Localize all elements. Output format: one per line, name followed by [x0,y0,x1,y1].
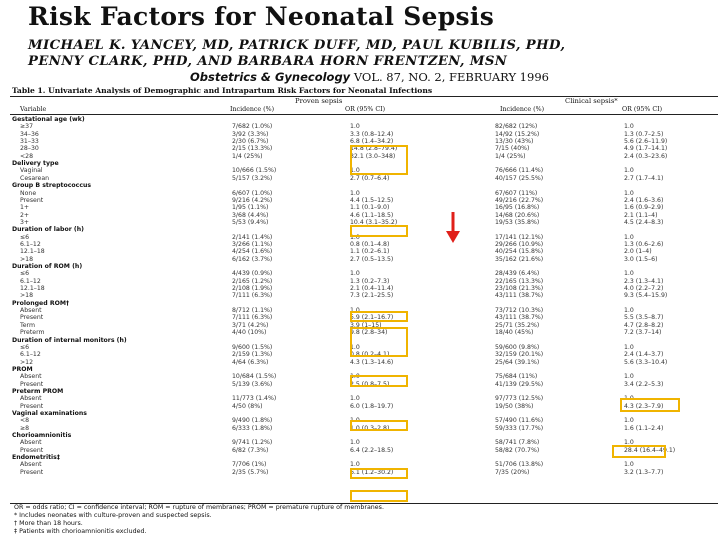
row-label: >18 [20,255,34,263]
row-label: Absent [20,373,42,381]
cell-or1: 1.0 [350,439,360,447]
cell-or2: 1.0 [624,395,634,403]
row-label: 6.1–12 [20,277,41,285]
row-label: Absent [20,307,42,315]
row-label: Prolonged ROM† [12,299,70,307]
table-row [10,197,718,204]
cell-inc2: 29/266 (10.9%) [495,240,544,248]
cell-inc1: 5/139 (3.6%) [232,380,273,388]
row-label: Absent [20,395,42,403]
cell-or1: 2.1 (0.4–11.4) [350,285,394,293]
cell-or2: 9.3 (5.4–15.9) [624,292,668,300]
cell-inc1: 1/4 (25%) [232,152,263,160]
cell-inc2: 23/108 (21.3%) [495,285,544,293]
cell-inc1: 6/82 (7.3%) [232,446,269,454]
table-section-header [10,432,718,439]
cell-or1: 32.1 (3.0–348) [350,152,396,160]
cell-or1: 1.3 (0.2–7.3) [350,277,390,285]
cell-inc1: 3/68 (4.4%) [232,211,269,219]
journal-citation [190,70,549,84]
row-label: Present [20,402,44,410]
table-row [10,241,718,248]
cell-or1: 4.3 (1.3–14.6) [350,358,394,366]
cell-inc1: 4/50 (8%) [232,402,263,410]
cell-inc2: 97/773 (12.5%) [495,395,544,403]
cell-inc2: 57/490 (11.6%) [495,417,544,425]
cell-or1: 1.0 [350,417,360,425]
cell-inc2: 73/712 (10.3%) [495,307,544,315]
cell-inc2: 7/35 (20%) [495,468,530,476]
cell-or2: 1.0 [624,343,634,351]
row-label: Delivery type [12,160,59,168]
cell-inc1: 2/30 (6.7%) [232,138,269,146]
cell-or1: 4.4 (1.5–12.5) [350,196,394,204]
row-label: 12.1–18 [20,285,45,293]
paper-title: Risk Factors for Neonatal Sepsis [28,2,495,31]
cell-or2: 5.6 (3.3–10.4) [624,358,668,366]
cell-inc2: 76/666 (11.4%) [495,167,544,175]
cell-or2: 3.0 (1.5–6) [624,255,658,263]
cell-inc1: 10/666 (1.5%) [232,167,277,175]
clinical-sepsis-header: Clinical sepsis* [565,97,618,105]
cell-inc2: 82/682 (12%) [495,123,538,131]
cell-inc1: 7/682 (1.0%) [232,123,273,131]
table-row [10,131,718,138]
highlight-box-gbs-2plus [350,225,408,237]
cell-inc1: 6/607 (1.0%) [232,189,273,197]
highlight-box-rom-over-18 [350,311,408,322]
highlight-box-vaginal-exam-clinical [612,445,666,458]
row-label: <28 [20,152,34,160]
table-row [10,292,718,299]
row-label: None [20,189,37,197]
cell-inc2: 59/600 (9.8%) [495,343,540,351]
cell-or1: 6.4 (2.2–18.5) [350,446,394,454]
cell-inc1: 4/40 (10%) [232,329,267,337]
table-row [10,359,718,366]
table-section-header [10,300,718,307]
cell-or1: 7.3 (2.1–25.5) [350,292,394,300]
cell-or1: 3.9 (1–15) [350,321,382,329]
cell-or1: 1.1 (0.2–6.1) [350,248,390,256]
cell-or1: 1.0 [350,167,360,175]
cell-or2: 28.4 (16.4–49.1) [624,446,676,454]
cell-inc2: 25/64 (39.1%) [495,358,540,366]
row-label: 12.1–18 [20,248,45,256]
cell-inc1: 11/773 (1.4%) [232,395,277,403]
cell-or2: 4.0 (2.2–7.2) [624,285,664,293]
cell-or1: 1.0 [350,123,360,131]
col-header-incidence-clinical: Incidence (%) [500,106,545,113]
row-label: PROM [12,365,33,373]
cell-or2: 1.0 [624,373,634,381]
cell-or1: 6.1 (1.2–30.2) [350,468,394,476]
cell-inc2: 13/30 (43%) [495,138,534,146]
cell-inc1: 7/111 (6.3%) [232,292,273,300]
row-label: >18 [20,292,34,300]
row-label: Cesarean [20,174,50,182]
row-label: 28–30 [20,145,39,153]
cell-inc2: 1/4 (25%) [495,152,526,160]
cell-inc1: 3/71 (4.2%) [232,321,269,329]
cell-inc1: 7/706 (1%) [232,461,267,469]
row-label: <8 [20,417,30,425]
cell-inc1: 8/712 (1.1%) [232,307,273,315]
cell-or2: 4.5 (2.4–8.3) [624,218,664,226]
cell-or2: 1.0 [624,417,634,425]
row-label: Duration of ROM (h) [12,263,83,270]
cell-inc2: 7/15 (40%) [495,145,530,153]
cell-inc1: 2/141 (1.4%) [232,233,273,241]
row-label: ≤6 [20,343,30,351]
highlight-box-prom-clinical [620,398,680,412]
table-row [10,248,718,255]
cell-or2: 1.6 (1.1–2.4) [624,424,664,432]
cell-or2: 3.4 (2.2–5.3) [624,380,664,388]
cell-or1: 1.0 [350,189,360,197]
cell-inc2: 59/333 (17.7%) [495,424,544,432]
row-label: Duration of internal monitors (h) [12,336,127,344]
row-label: 1+ [20,204,30,212]
row-label: Present [20,314,44,322]
cell-inc1: 9/216 (4.2%) [232,196,273,204]
cell-inc1: 2/108 (1.9%) [232,285,273,293]
table-section-header [10,263,718,270]
cell-inc1: 1/95 (1.1%) [232,204,269,212]
red-down-arrow-icon [445,212,461,244]
cell-or2: 5.5 (3.5–8.7) [624,314,664,322]
cell-or2: 1.0 [624,439,634,447]
footnote-endometritis: ‡ Patients with chorioamnionitis excluded. [14,528,147,535]
cell-or1: 14.8 (2.8–79.4) [350,145,398,153]
cell-or2: 4.3 (2.3–7.9) [624,402,664,410]
cell-or2: 3.2 (1.3–7.7) [624,468,664,476]
cell-or2: 1.6 (0.9–2.9) [624,204,664,212]
table-section-header [10,116,718,123]
cell-inc2: 28/439 (6.4%) [495,270,540,278]
cell-or2: 2.7 (1.7–4.1) [624,174,664,182]
row-label: ≤6 [20,270,30,278]
footnote-abbreviations: OR = odds ratio; CI = confidence interval; ROM = rupture of membranes; PROM = premature rupture of membranes. [14,504,384,511]
table-row [10,204,718,211]
cell-or2: 2.0 (1–4) [624,248,652,256]
journal-name: Obstetrics & Gynecology [190,70,351,84]
cell-or1: 5.9 (2.1–16.7) [350,314,394,322]
journal-issue: VOL. 87, NO. 2, FEBRUARY 1996 [353,70,549,84]
table-row [10,190,718,197]
cell-or2: 2.4 (1.6–3.6) [624,196,664,204]
cell-inc2: 17/141 (12.1%) [495,233,544,241]
cell-inc2: 40/157 (25.5%) [495,174,544,182]
cell-inc2: 58/82 (70.7%) [495,446,540,454]
cell-inc2: 43/111 (38.7%) [495,314,544,322]
author-line-2: PENNY CLARK, PHD, AND BARBARA HORN FRENTZEN, MSN [28,54,508,69]
cell-or1: 1.0 [350,373,360,381]
table-section-header [10,366,718,373]
footnote-prolonged: † More than 18 hours. [14,520,83,527]
row-label: Present [20,196,44,204]
cell-inc1: 2/35 (5.7%) [232,468,269,476]
table-row [10,285,718,292]
row-label: Term [20,321,35,329]
cell-or1: 2.7 (0.5–13.5) [350,255,394,263]
footnote-clinical: * Includes neonates with culture-proven and suspected sepsis. [14,512,212,519]
highlight-box-preterm-prom [350,420,408,431]
cell-or2: 1.0 [624,461,634,469]
cell-inc2: 19/50 (38%) [495,402,534,410]
row-label: Gestational age (wk) [12,116,85,123]
row-label: Preterm [20,329,45,337]
proven-sepsis-header: Proven sepsis [295,97,343,105]
cell-inc1: 3/266 (1.1%) [232,240,273,248]
row-label: 2+ [20,211,30,219]
cell-or2: 1.0 [624,189,634,197]
table-row [10,212,718,219]
cell-or1: 4.6 (1.1–18.5) [350,211,394,219]
cell-inc2: 51/706 (13.8%) [495,461,544,469]
cell-inc2: 14/68 (20.6%) [495,211,540,219]
cell-inc2: 19/53 (35.8%) [495,218,540,226]
cell-inc1: 3/92 (3.3%) [232,130,269,138]
cell-or2: 1.0 [624,123,634,131]
cell-inc1: 4/439 (0.9%) [232,270,273,278]
cell-or1: 1.0 [350,233,360,241]
cell-or2: 1.3 (0.7–2.5) [624,130,664,138]
cell-or1: 1.0 (0.3–2.8) [350,424,390,432]
row-label: Group B streptococcus [12,182,92,190]
cell-or1: 10.4 (3.1–35.2) [350,218,398,226]
cell-or1: 1.1 (0.1–9.0) [350,204,390,212]
row-label: Present [20,446,44,454]
cell-or2: 1.3 (0.6–2.6) [624,240,664,248]
table-row [10,175,718,182]
cell-or1: 1.0 [350,307,360,315]
row-label: 3+ [20,218,30,226]
col-header-or-clinical: OR (95% CI) [622,106,663,113]
cell-inc2: 25/71 (35.2%) [495,321,540,329]
cell-or1: 1.0 [350,461,360,469]
cell-or1: 2.7 (0.7–6.4) [350,174,390,182]
cell-or2: 5.6 (2.6–11.9) [624,138,668,146]
cell-inc2: 41/139 (29.5%) [495,380,544,388]
row-label: 34–36 [20,130,39,138]
table-row [10,395,718,402]
highlight-box-gestational-age [350,145,408,175]
row-label: 6.1–12 [20,351,41,359]
cell-inc2: 67/607 (11%) [495,189,538,197]
row-label: Endometritis‡ [12,454,60,462]
cell-or2: 2.4 (1.4–3.7) [624,351,664,359]
table-caption: Table 1. Univariate Analysis of Demographic and Intrapartum Risk Factors for Neonatal Infections [12,86,433,95]
cell-inc1: 4/254 (1.6%) [232,248,273,256]
cell-inc2: 32/159 (20.1%) [495,351,544,359]
table-row [10,256,718,263]
row-label: Present [20,380,44,388]
row-label: Preterm PROM [12,387,64,395]
table-header-rule [10,114,718,115]
row-label: Absent [20,461,42,469]
cell-inc1: 9/600 (1.5%) [232,343,273,351]
cell-or1: 9.8 (2.8–34) [350,329,388,337]
cell-or1: 0.8 (0.2–4.1) [350,351,390,359]
cell-inc1: 2/165 (1.2%) [232,277,273,285]
cell-or2: 1.0 [624,270,634,278]
cell-inc1: 6/162 (3.7%) [232,255,273,263]
cell-inc2: 40/254 (15.8%) [495,248,544,256]
cell-inc1: 7/111 (6.3%) [232,314,273,322]
cell-inc2: 16/95 (16.8%) [495,204,540,212]
cell-or2: 4.9 (1.7–14.1) [624,145,668,153]
cell-inc2: 58/741 (7.8%) [495,439,540,447]
highlight-box-monitors-over-12 [350,375,408,387]
table-section-header [10,182,718,189]
cell-or2: 4.7 (2.8–8.2) [624,321,664,329]
cell-inc2: 18/40 (45%) [495,329,534,337]
cell-inc1: 9/741 (1.2%) [232,439,273,447]
row-label: ≥8 [20,424,30,432]
cell-or2: 7.2 (3.7–14) [624,329,662,337]
cell-inc1: 6/333 (1.8%) [232,424,273,432]
cell-inc2: 22/165 (13.3%) [495,277,544,285]
cell-or2: 2.4 (0.3–23.6) [624,152,668,160]
row-label: Vaginal [20,167,43,175]
highlight-box-prolonged-rom [350,327,408,357]
table-section-header [10,388,718,395]
col-header-variable: Variable [20,106,47,113]
row-label: ≤6 [20,233,30,241]
cell-or2: 2.3 (1.3–4.1) [624,277,664,285]
cell-or2: 1.0 [624,307,634,315]
row-label: >12 [20,358,34,366]
cell-or1: 6.0 (1.8–19.7) [350,402,394,410]
row-label: Vaginal examinations [12,410,87,417]
cell-inc1: 4/64 (6.3%) [232,358,269,366]
cell-or1: 0.8 (0.1–4.8) [350,240,390,248]
cell-inc2: 49/216 (22.7%) [495,196,544,204]
row-label: Duration of labor (h) [12,226,84,234]
cell-or2: 2.1 (1.1–4) [624,211,658,219]
table-row [10,123,718,130]
cell-inc2: 43/111 (38.7%) [495,292,544,300]
cell-inc2: 35/162 (21.6%) [495,255,544,263]
cell-inc1: 2/15 (13.3%) [232,145,273,153]
cell-inc1: 5/53 (9.4%) [232,218,269,226]
cell-inc1: 5/157 (3.2%) [232,174,273,182]
author-list [28,38,565,70]
cell-or1: 1.0 [350,270,360,278]
cell-or1: 1.0 [350,343,360,351]
cell-or2: 1.0 [624,233,634,241]
cell-or1: 2.5 (0.8–7.5) [350,380,390,388]
cell-inc1: 9/490 (1.8%) [232,417,273,425]
cell-or1: 6.8 (1.4–34.2) [350,138,394,146]
row-label: Present [20,468,44,476]
row-label: Chorioamnionitis [12,432,72,440]
row-label: 31–33 [20,138,39,146]
cell-inc2: 75/684 (11%) [495,373,538,381]
cell-inc1: 2/159 (1.3%) [232,351,273,359]
col-header-or-proven: OR (95% CI) [345,106,386,113]
table-row [10,270,718,277]
cell-inc2: 14/92 (15.2%) [495,130,540,138]
cell-inc1: 10/684 (1.5%) [232,373,277,381]
col-header-incidence-proven: Incidence (%) [230,106,275,113]
table-row [10,403,718,410]
cell-or2: 1.0 [624,167,634,175]
cell-or1: 1.0 [350,395,360,403]
row-label: Absent [20,439,42,447]
author-line-1: MICHAEL K. YANCEY, MD, PATRICK DUFF, MD, PAUL KUBILIS, PHD, [28,38,566,53]
row-label: 6.1–12 [20,240,41,248]
row-label: ≥37 [20,123,34,131]
highlight-box-chorioamnionitis [350,468,408,479]
cell-or1: 3.3 (0.8–12.4) [350,130,394,138]
table-row [10,278,718,285]
highlight-box-endometritis [350,490,408,502]
table-section-header [10,410,718,417]
